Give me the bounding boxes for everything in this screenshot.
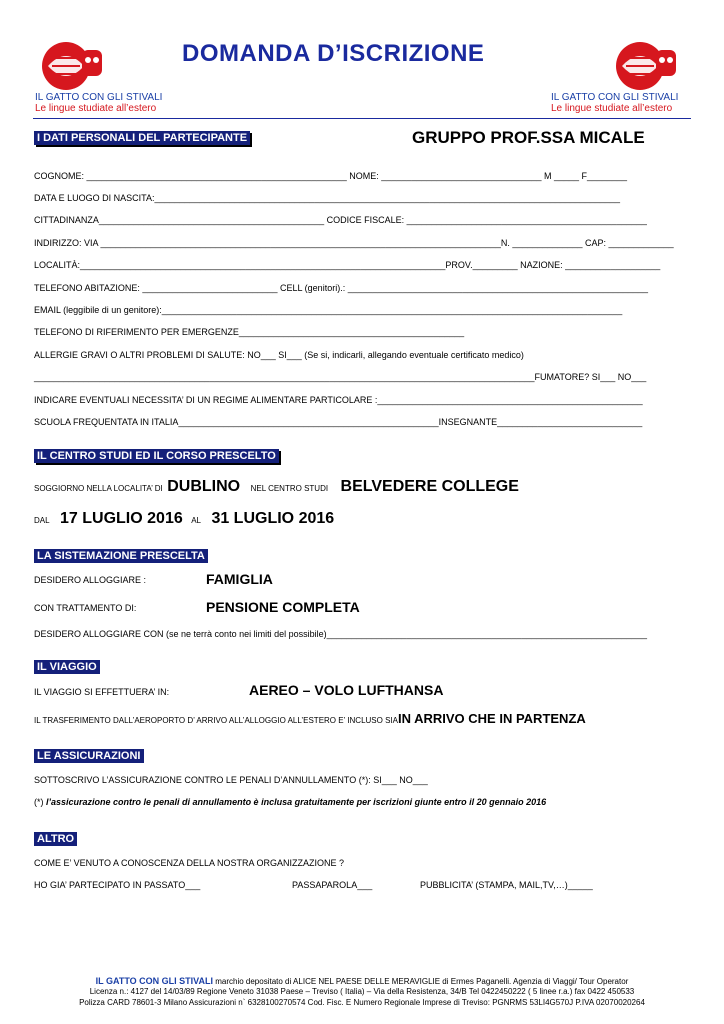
brand-right: IL GATTO CON GLI STIVALI [551, 92, 679, 103]
field-regime-alimentare[interactable]: INDICARE EVENTUALI NECESSITA’ DI UN REGIME ALIMENTARE PARTICOLARE :_____________________________________________________ [34, 395, 643, 405]
board-value: PENSIONE COMPLETA [206, 599, 360, 615]
option-pubblicita[interactable]: PUBBLICITA’ (STAMPA, MAIL,TV,…)_____ [420, 880, 593, 890]
group-title: GRUPPO PROF.SSA MICALE [412, 128, 645, 147]
board-label: CON TRATTAMENTO DI: [34, 603, 137, 613]
travel-by-value: AEREO – VOLO LUFTHANSA [249, 682, 444, 698]
option-passaparola[interactable]: PASSAPAROLA___ [292, 880, 373, 890]
field-localita[interactable]: LOCALITÀ:_________________________________________________________________________PROV._________ NAZIONE: ___________________ [34, 260, 661, 270]
section-course: IL CENTRO STUDI ED IL CORSO PRESCELTO [34, 449, 279, 463]
tagline-right: Le lingue studiate all’estero [551, 103, 673, 114]
transfer-label: IL TRASFERIMENTO DALL’AEROPORTO D’ ARRIVO ALL’ALLOGGIO ALL’ESTERO E’ INCLUSO SIA [34, 716, 398, 725]
to-label: AL [191, 516, 201, 525]
footer-line1-text: marchio depositato di ALICE NEL PAESE DELLE MERAVIGLIE di Ermes Paganelli. Agenzia di Viaggi/ Tour Operator [215, 977, 629, 986]
section-lodging: LA SISTEMAZIONE PRESCELTA [34, 549, 208, 563]
header-divider [33, 118, 691, 119]
field-indirizzo[interactable]: INDIRIZZO: VIA ________________________________________________________________________________N. ______________ CAP: _____________ [34, 238, 674, 248]
center-name: BELVEDERE COLLEGE [340, 478, 519, 495]
section-personal-data: I DATI PERSONALI DEL PARTECIPANTE [34, 131, 250, 145]
field-cittadinanza[interactable]: CITTADINANZA_____________________________________________ CODICE FISCALE: ________________________________________________ [34, 215, 647, 225]
from-label: DAL [34, 516, 50, 525]
field-emergenze[interactable]: TELEFONO DI RIFERIMENTO PER EMERGENZE_____________________________________________ [34, 327, 465, 337]
section-other: ALTRO [34, 832, 77, 846]
travel-by-label: IL VIAGGIO SI EFFETTUERA’ IN: [34, 687, 170, 697]
brand-left: IL GATTO CON GLI STIVALI [35, 92, 163, 103]
transfer-value: IN ARRIVO CHE IN PARTENZA [397, 711, 586, 726]
to-date: 31 LUGLIO 2016 [211, 510, 335, 527]
field-allergie[interactable]: ALLERGIE GRAVI O ALTRI PROBLEMI DI SALUTE: NO___ SI___ (Se si, indicarli, allegando eventuale certificato medico) [34, 350, 524, 360]
footer-line-2: Licenza n.: 4127 del 14/03/89 Regione Veneto 31038 Paese – Treviso ( Italia) – Via della Resistenza, 34/B Tel 0422450222 ( 5 linee r.a.) fax 0422 450533 [89, 987, 635, 996]
center-label: NEL CENTRO STUDI [250, 484, 329, 493]
section-insurance: LE ASSICURAZIONI [34, 749, 144, 763]
question-how: COME E’ VENUTO A CONOSCENZA DELLA NOSTRA ORGANIZZAZIONE ? [34, 858, 345, 868]
field-email[interactable]: EMAIL (leggibile di un genitore):____________________________________________________________________________________________ [34, 305, 623, 315]
field-telefono[interactable]: TELEFONO ABITAZIONE: ___________________________ CELL (genitori).: ____________________________________________________________ [34, 283, 649, 293]
field-assicurazione[interactable]: SOTTOSCRIVO L’ASSICURAZIONE CONTRO LE PENALI D’ANNULLAMENTO (*): SI___ NO___ [34, 775, 428, 785]
lodging-value: FAMIGLIA [206, 571, 273, 587]
option-passato[interactable]: HO GIA’ PARTECIPATO IN PASSATO___ [34, 880, 201, 890]
footer-line-3: Polizza CARD 78601-3 Milano Assicurazioni n` 6328100270574 Cod. Fisc. E Numero Regionale Imprese di Treviso: PGNRMS 53LI4G570J P.IVA 02070020264 [79, 998, 645, 1007]
stay-city: DUBLINO [167, 478, 241, 495]
stay-line [34, 477, 519, 499]
note-text: l’assicurazione contro le penali di annullamento è inclusa gratuitamente per iscrizioni giunte entro il 20 gennaio 2016 [46, 797, 547, 807]
page-title: DOMANDA D’ISCRIZIONE [182, 40, 485, 67]
field-cognome-nome[interactable]: COGNOME: ____________________________________________________ NOME: ________________________________ M _____ F________ [34, 171, 628, 181]
lodging-label: DESIDERO ALLOGGIARE : [34, 575, 147, 585]
section-travel: IL VIAGGIO [34, 660, 100, 674]
tagline-left: Le lingue studiate all’estero [35, 103, 157, 114]
from-date: 17 LUGLIO 2016 [60, 510, 183, 527]
transfer-line [34, 710, 586, 730]
field-fumatore[interactable]: ____________________________________________________________________________________________________FUMATORE? SI___ NO___ [34, 372, 647, 382]
dates-line [34, 509, 334, 531]
field-scuola[interactable]: SCUOLA FREQUENTATA IN ITALIA____________________________________________________INSEGNANTE_____________________________ [34, 417, 643, 427]
stay-label: SOGGIORNO NELLA LOCALITA’ DI [34, 484, 163, 493]
footer-line-1 [0, 976, 724, 987]
field-nascita[interactable]: DATA E LUOGO DI NASCITA:_____________________________________________________________________________________________ [34, 193, 621, 203]
cat-boot-logo-icon [38, 36, 108, 96]
insurance-note [34, 797, 546, 807]
field-alloggiare-con[interactable]: DESIDERO ALLOGGIARE CON (se ne terrà conto nei limiti del possibile)________________________________________________________________ [34, 629, 647, 639]
note-mark: (*) [34, 797, 44, 807]
footer-brand: IL GATTO CON GLI STIVALI [95, 976, 213, 986]
cat-boot-logo-icon [612, 36, 682, 96]
